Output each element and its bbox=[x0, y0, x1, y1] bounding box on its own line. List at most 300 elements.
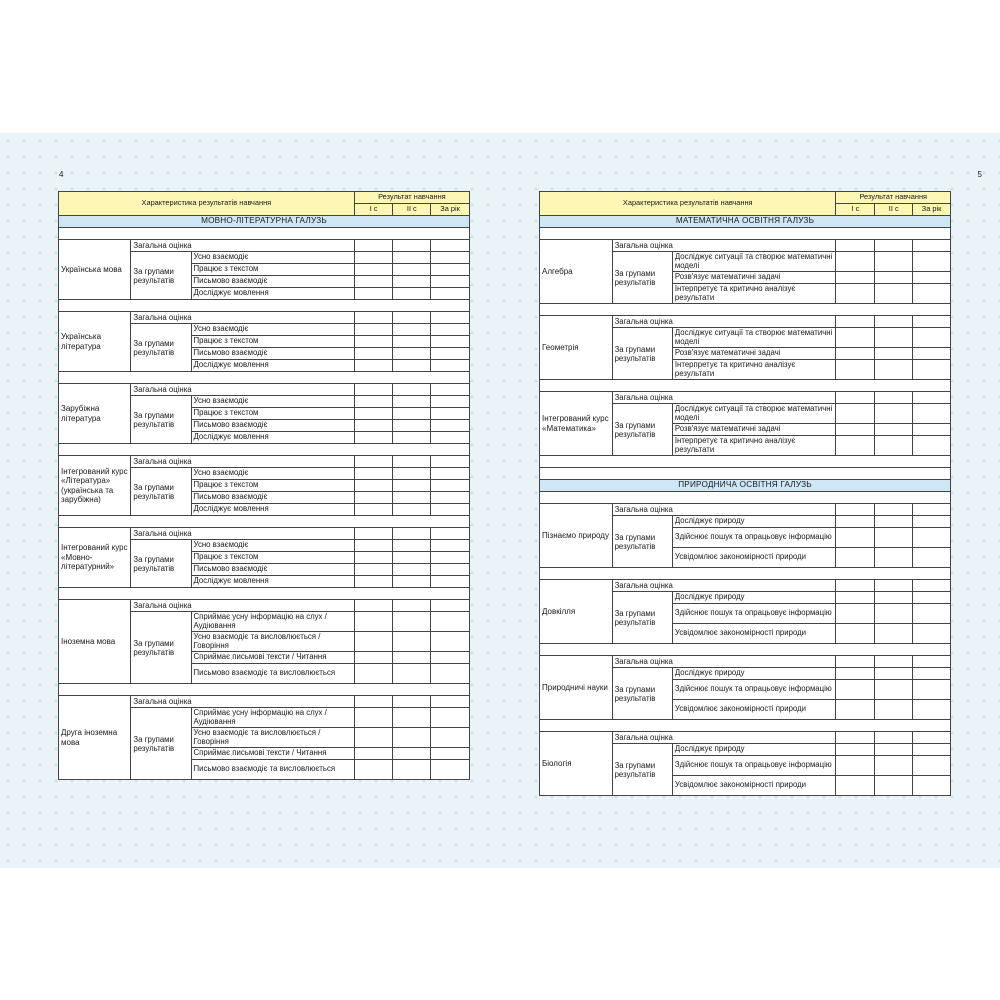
grade-cell-sem2[interactable] bbox=[875, 316, 913, 328]
grade-cell-sem1[interactable] bbox=[354, 240, 393, 252]
subject-name: Довкілля bbox=[540, 580, 613, 644]
grade-cell-sem1[interactable] bbox=[836, 404, 875, 424]
grade-cell-sem2[interactable] bbox=[875, 360, 913, 380]
grade-cell-sem1[interactable] bbox=[354, 600, 393, 612]
grade-cell-year[interactable] bbox=[431, 504, 470, 516]
spacer bbox=[59, 300, 470, 312]
grade-cell-year[interactable] bbox=[431, 748, 470, 760]
grade-cell-year[interactable] bbox=[913, 528, 951, 548]
grade-cell-year[interactable] bbox=[431, 324, 470, 336]
grade-cell-sem1[interactable] bbox=[354, 396, 393, 408]
grade-cell-sem1[interactable] bbox=[354, 728, 393, 748]
section-row bbox=[540, 216, 951, 228]
grade-cell-sem2[interactable] bbox=[393, 504, 431, 516]
grade-cell-sem2[interactable] bbox=[393, 612, 431, 632]
group-label: За групами результатів bbox=[131, 396, 191, 444]
grade-cell-sem2[interactable] bbox=[393, 240, 431, 252]
grade-cell-year[interactable] bbox=[431, 696, 470, 708]
outcome-label: Працює з текстом bbox=[191, 552, 354, 564]
grade-cell-sem2[interactable] bbox=[393, 312, 431, 324]
general-grade-label: Загальна оцінка bbox=[131, 240, 354, 252]
grade-cell-year[interactable] bbox=[913, 592, 951, 604]
grade-cell-sem2[interactable] bbox=[393, 540, 431, 552]
grade-cell-year[interactable] bbox=[431, 264, 470, 276]
grade-cell-year[interactable] bbox=[431, 396, 470, 408]
grade-cell-sem2[interactable] bbox=[393, 396, 431, 408]
grade-cell-sem1[interactable] bbox=[354, 540, 393, 552]
grade-cell-sem2[interactable] bbox=[875, 404, 913, 424]
grade-cell-sem2[interactable] bbox=[875, 656, 913, 668]
grade-cell-sem2[interactable] bbox=[875, 700, 913, 720]
grade-cell-sem2[interactable] bbox=[875, 548, 913, 568]
header-year: За рік bbox=[431, 204, 470, 216]
spacer bbox=[540, 228, 951, 240]
grade-cell-year[interactable] bbox=[431, 312, 470, 324]
grade-cell-year[interactable] bbox=[431, 632, 470, 652]
grade-cell-sem2[interactable] bbox=[875, 272, 913, 284]
grade-cell-sem2[interactable] bbox=[393, 748, 431, 760]
grade-cell-sem1[interactable] bbox=[836, 360, 875, 380]
grade-cell-sem1[interactable] bbox=[354, 708, 393, 728]
grade-cell-year[interactable] bbox=[431, 760, 470, 780]
results-table bbox=[539, 191, 951, 796]
header-sem1: І с bbox=[354, 204, 393, 216]
grade-cell-year[interactable] bbox=[913, 668, 951, 680]
general-grade-label: Загальна оцінка bbox=[131, 528, 354, 540]
spacer bbox=[59, 684, 470, 696]
grade-cell-year[interactable] bbox=[913, 680, 951, 700]
group-label: За групами результатів bbox=[612, 592, 672, 644]
outcome-label: Розв'язує математичні задачі bbox=[672, 348, 836, 360]
outcome-label: Досліджує мовлення bbox=[191, 576, 354, 588]
spacer-row bbox=[540, 380, 951, 392]
general-grade-label: Загальна оцінка bbox=[612, 656, 836, 668]
grade-cell-sem1[interactable] bbox=[836, 252, 875, 272]
grade-cell-sem2[interactable] bbox=[875, 424, 913, 436]
outcome-label: Усно взаємодіє та висловлюється / Говоріння bbox=[191, 632, 354, 652]
grade-cell-sem2[interactable] bbox=[393, 576, 431, 588]
group-label: За групами результатів bbox=[131, 468, 191, 516]
grade-cell-sem1[interactable] bbox=[836, 756, 875, 776]
grade-cell-sem1[interactable] bbox=[836, 284, 875, 304]
spacer bbox=[59, 228, 470, 240]
grade-cell-year[interactable] bbox=[913, 284, 951, 304]
grade-cell-sem1[interactable] bbox=[836, 328, 875, 348]
grade-cell-sem1[interactable] bbox=[354, 664, 393, 684]
grade-cell-sem1[interactable] bbox=[836, 316, 875, 328]
group-label: За групами результатів bbox=[612, 252, 672, 304]
grade-cell-sem1[interactable] bbox=[836, 624, 875, 644]
grade-cell-sem2[interactable] bbox=[875, 392, 913, 404]
group-label: За групами результатів bbox=[612, 744, 672, 796]
grade-cell-sem2[interactable] bbox=[875, 756, 913, 776]
grade-cell-sem2[interactable] bbox=[875, 592, 913, 604]
grade-cell-year[interactable] bbox=[913, 504, 951, 516]
header-sem2: ІІ с bbox=[875, 204, 913, 216]
grade-cell-sem1[interactable] bbox=[836, 580, 875, 592]
grade-cell-sem2[interactable] bbox=[875, 732, 913, 744]
header-characteristic: Характеристика результатів навчання bbox=[59, 192, 355, 216]
outcome-label: Досліджує природу bbox=[672, 592, 836, 604]
spacer-row bbox=[59, 444, 470, 456]
spacer bbox=[59, 444, 470, 456]
grade-cell-sem2[interactable] bbox=[875, 528, 913, 548]
subject-row bbox=[59, 600, 470, 612]
grade-cell-year[interactable] bbox=[431, 240, 470, 252]
grade-cell-sem1[interactable] bbox=[836, 548, 875, 568]
spacer bbox=[540, 468, 951, 480]
grade-cell-sem1[interactable] bbox=[354, 564, 393, 576]
outcome-label: Письмово взаємодіє bbox=[191, 564, 354, 576]
outcome-label: Досліджує ситуації та створює математичні моделі bbox=[672, 328, 836, 348]
outcome-label: Сприймає письмові тексти / Читання bbox=[191, 652, 354, 664]
outcome-label: Інтерпретує та критично аналізує результати bbox=[672, 360, 836, 380]
grade-cell-sem2[interactable] bbox=[875, 624, 913, 644]
grade-cell-sem1[interactable] bbox=[354, 252, 393, 264]
header-sem1: І с bbox=[836, 204, 875, 216]
spacer bbox=[540, 720, 951, 732]
grade-cell-sem2[interactable] bbox=[393, 600, 431, 612]
grade-cell-sem1[interactable] bbox=[836, 504, 875, 516]
grade-cell-year[interactable] bbox=[431, 456, 470, 468]
header-row bbox=[540, 192, 951, 204]
grade-cell-year[interactable] bbox=[913, 732, 951, 744]
grade-cell-year[interactable] bbox=[431, 408, 470, 420]
grade-cell-sem2[interactable] bbox=[393, 564, 431, 576]
grade-cell-sem2[interactable] bbox=[875, 680, 913, 700]
grade-cell-sem1[interactable] bbox=[354, 552, 393, 564]
outcome-label: Досліджує природу bbox=[672, 744, 836, 756]
subject-name: Іноземна мова bbox=[59, 600, 131, 684]
subject-row bbox=[540, 392, 951, 404]
grade-cell-year[interactable] bbox=[431, 348, 470, 360]
page-number: 5 bbox=[977, 170, 982, 179]
general-grade-label: Загальна оцінка bbox=[612, 392, 836, 404]
subject-row bbox=[540, 504, 951, 516]
grade-cell-year[interactable] bbox=[431, 492, 470, 504]
grade-cell-year[interactable] bbox=[913, 392, 951, 404]
grade-cell-sem2[interactable] bbox=[393, 652, 431, 664]
results-table bbox=[58, 191, 470, 780]
grade-cell-sem2[interactable] bbox=[875, 580, 913, 592]
grade-cell-year[interactable] bbox=[913, 604, 951, 624]
subject-row bbox=[59, 456, 470, 468]
grade-cell-sem2[interactable] bbox=[875, 436, 913, 456]
subject-name: Геометрія bbox=[540, 316, 613, 380]
grade-cell-sem1[interactable] bbox=[354, 276, 393, 288]
grade-cell-year[interactable] bbox=[913, 436, 951, 456]
outcome-label: Усно взаємодіє bbox=[191, 396, 354, 408]
grade-cell-year[interactable] bbox=[913, 580, 951, 592]
outcome-label: Усно взаємодіє bbox=[191, 540, 354, 552]
grade-cell-year[interactable] bbox=[913, 776, 951, 796]
outcome-label: Розв'язує математичні задачі bbox=[672, 424, 836, 436]
grade-cell-sem2[interactable] bbox=[393, 252, 431, 264]
grade-cell-sem2[interactable] bbox=[875, 252, 913, 272]
subject-name: Природничі науки bbox=[540, 656, 613, 720]
spacer bbox=[59, 372, 470, 384]
outcome-label: Письмово взаємодіє bbox=[191, 276, 354, 288]
general-grade-label: Загальна оцінка bbox=[131, 456, 354, 468]
grade-cell-sem2[interactable] bbox=[393, 276, 431, 288]
grade-cell-sem1[interactable] bbox=[836, 680, 875, 700]
grade-cell-year[interactable] bbox=[431, 600, 470, 612]
grade-cell-sem1[interactable] bbox=[836, 348, 875, 360]
grade-cell-sem1[interactable] bbox=[354, 324, 393, 336]
grade-cell-sem1[interactable] bbox=[836, 732, 875, 744]
section-title: МОВНО-ЛІТЕРАТУРНА ГАЛУЗЬ bbox=[59, 216, 470, 228]
grade-cell-sem1[interactable] bbox=[354, 748, 393, 760]
outcome-label: Працює з текстом bbox=[191, 408, 354, 420]
grade-cell-sem2[interactable] bbox=[393, 420, 431, 432]
grade-cell-sem2[interactable] bbox=[875, 516, 913, 528]
outcome-label: Усвідомлює закономірності природи bbox=[672, 700, 836, 720]
group-label: За групами результатів bbox=[131, 540, 191, 588]
grade-cell-sem2[interactable] bbox=[875, 604, 913, 624]
grade-cell-sem2[interactable] bbox=[393, 288, 431, 300]
grade-cell-sem2[interactable] bbox=[875, 348, 913, 360]
grade-cell-sem1[interactable] bbox=[836, 516, 875, 528]
group-label: За групами результатів bbox=[612, 516, 672, 568]
spacer bbox=[540, 456, 951, 468]
grade-cell-sem2[interactable] bbox=[393, 432, 431, 444]
grade-cell-sem2[interactable] bbox=[393, 324, 431, 336]
outcome-label: Письмово взаємодіє bbox=[191, 348, 354, 360]
grade-cell-sem1[interactable] bbox=[836, 436, 875, 456]
header-result: Результат навчання bbox=[354, 192, 469, 204]
grade-cell-year[interactable] bbox=[913, 240, 951, 252]
grade-cell-sem1[interactable] bbox=[354, 264, 393, 276]
spacer-row bbox=[59, 300, 470, 312]
grade-cell-year[interactable] bbox=[913, 548, 951, 568]
group-label: За групами результатів bbox=[612, 404, 672, 456]
subject-row bbox=[540, 240, 951, 252]
grade-cell-sem2[interactable] bbox=[393, 456, 431, 468]
outcome-label: Усвідомлює закономірності природи bbox=[672, 624, 836, 644]
grade-cell-year[interactable] bbox=[431, 708, 470, 728]
general-grade-label: Загальна оцінка bbox=[131, 384, 354, 396]
grade-cell-year[interactable] bbox=[431, 528, 470, 540]
grade-cell-year[interactable] bbox=[431, 480, 470, 492]
grade-cell-year[interactable] bbox=[913, 700, 951, 720]
grade-cell-year[interactable] bbox=[431, 728, 470, 748]
outcome-label: Інтерпретує та критично аналізує результати bbox=[672, 436, 836, 456]
grade-cell-year[interactable] bbox=[431, 432, 470, 444]
spacer-row bbox=[59, 684, 470, 696]
outcome-label: Досліджує природу bbox=[672, 668, 836, 680]
grade-cell-sem1[interactable] bbox=[354, 632, 393, 652]
outcome-label: Досліджує ситуації та створює математичні моделі bbox=[672, 404, 836, 424]
grade-cell-sem1[interactable] bbox=[354, 336, 393, 348]
grade-cell-sem1[interactable] bbox=[354, 576, 393, 588]
subject-name: Інтегрований курс «Мовно-літературний» bbox=[59, 528, 131, 588]
grade-cell-year[interactable] bbox=[913, 328, 951, 348]
grade-cell-sem1[interactable] bbox=[836, 272, 875, 284]
grade-cell-sem2[interactable] bbox=[875, 240, 913, 252]
general-grade-label: Загальна оцінка bbox=[131, 312, 354, 324]
grade-cell-sem1[interactable] bbox=[354, 456, 393, 468]
general-grade-label: Загальна оцінка bbox=[612, 316, 836, 328]
grade-cell-sem1[interactable] bbox=[354, 432, 393, 444]
grade-cell-sem2[interactable] bbox=[393, 632, 431, 652]
subject-row bbox=[540, 580, 951, 592]
grade-cell-year[interactable] bbox=[431, 564, 470, 576]
grade-cell-sem1[interactable] bbox=[836, 776, 875, 796]
grade-cell-sem2[interactable] bbox=[393, 348, 431, 360]
outcome-label: Досліджує мовлення bbox=[191, 432, 354, 444]
grade-cell-sem2[interactable] bbox=[393, 552, 431, 564]
grade-cell-sem1[interactable] bbox=[836, 744, 875, 756]
spacer bbox=[540, 492, 951, 504]
grade-cell-sem1[interactable] bbox=[354, 468, 393, 480]
grade-cell-sem2[interactable] bbox=[393, 264, 431, 276]
subject-name: Алгебра bbox=[540, 240, 613, 304]
grade-cell-sem1[interactable] bbox=[354, 612, 393, 632]
general-grade-label: Загальна оцінка bbox=[612, 732, 836, 744]
grade-cell-year[interactable] bbox=[431, 384, 470, 396]
grade-cell-year[interactable] bbox=[431, 468, 470, 480]
grade-cell-sem1[interactable] bbox=[354, 288, 393, 300]
grade-cell-sem1[interactable] bbox=[836, 604, 875, 624]
grade-cell-sem1[interactable] bbox=[354, 420, 393, 432]
grade-cell-sem2[interactable] bbox=[393, 528, 431, 540]
header-result: Результат навчання bbox=[836, 192, 951, 204]
grade-cell-sem1[interactable] bbox=[836, 700, 875, 720]
grade-cell-sem2[interactable] bbox=[393, 480, 431, 492]
spacer-row bbox=[59, 372, 470, 384]
subject-name: Інтегрований курс «Література» (українська та зарубіжна) bbox=[59, 456, 131, 516]
grade-cell-year[interactable] bbox=[913, 404, 951, 424]
spacer bbox=[59, 516, 470, 528]
grade-cell-sem2[interactable] bbox=[875, 328, 913, 348]
outcome-label: Здійснює пошук та опрацьовує інформацію bbox=[672, 756, 836, 776]
grade-cell-sem1[interactable] bbox=[354, 696, 393, 708]
grade-cell-sem1[interactable] bbox=[354, 504, 393, 516]
grade-cell-sem1[interactable] bbox=[354, 312, 393, 324]
grade-cell-sem2[interactable] bbox=[393, 728, 431, 748]
grade-cell-sem2[interactable] bbox=[393, 468, 431, 480]
grade-cell-sem1[interactable] bbox=[836, 668, 875, 680]
grade-cell-sem1[interactable] bbox=[354, 652, 393, 664]
grade-cell-sem1[interactable] bbox=[354, 408, 393, 420]
outcome-label: Усно взаємодіє та висловлюється / Говоріння bbox=[191, 728, 354, 748]
header-sem2: ІІ с bbox=[393, 204, 431, 216]
grade-cell-year[interactable] bbox=[431, 552, 470, 564]
grade-cell-sem2[interactable] bbox=[393, 384, 431, 396]
grade-cell-year[interactable] bbox=[913, 624, 951, 644]
outcome-label: Інтерпретує та критично аналізує результати bbox=[672, 284, 836, 304]
page-number: 4 bbox=[59, 170, 64, 179]
grade-cell-sem2[interactable] bbox=[393, 492, 431, 504]
grade-cell-year[interactable] bbox=[431, 360, 470, 372]
grade-cell-sem2[interactable] bbox=[875, 776, 913, 796]
group-label: За групами результатів bbox=[612, 668, 672, 720]
grade-cell-year[interactable] bbox=[431, 664, 470, 684]
grade-cell-year[interactable] bbox=[431, 288, 470, 300]
grade-cell-year[interactable] bbox=[431, 336, 470, 348]
grade-cell-sem1[interactable] bbox=[836, 392, 875, 404]
subject-name: Українська мова bbox=[59, 240, 131, 300]
grade-cell-sem1[interactable] bbox=[354, 480, 393, 492]
spacer-row bbox=[540, 468, 951, 480]
subject-row bbox=[59, 240, 470, 252]
grade-cell-sem2[interactable] bbox=[393, 760, 431, 780]
subject-row bbox=[540, 656, 951, 668]
general-grade-label: Загальна оцінка bbox=[612, 504, 836, 516]
grade-cell-sem1[interactable] bbox=[836, 656, 875, 668]
grade-cell-year[interactable] bbox=[913, 756, 951, 776]
grade-cell-sem2[interactable] bbox=[875, 284, 913, 304]
grade-cell-sem1[interactable] bbox=[836, 240, 875, 252]
outcome-label: Сприймає письмові тексти / Читання bbox=[191, 748, 354, 760]
grade-cell-sem1[interactable] bbox=[836, 424, 875, 436]
grade-cell-year[interactable] bbox=[913, 252, 951, 272]
grade-cell-year[interactable] bbox=[431, 420, 470, 432]
outcome-label: Усвідомлює закономірності природи bbox=[672, 548, 836, 568]
grade-cell-sem1[interactable] bbox=[354, 384, 393, 396]
grade-cell-sem1[interactable] bbox=[354, 492, 393, 504]
grade-cell-sem2[interactable] bbox=[393, 408, 431, 420]
grade-cell-year[interactable] bbox=[431, 540, 470, 552]
grade-cell-year[interactable] bbox=[913, 360, 951, 380]
grade-cell-sem1[interactable] bbox=[836, 528, 875, 548]
spacer-row bbox=[540, 228, 951, 240]
group-label: За групами результатів bbox=[131, 324, 191, 372]
grade-cell-sem2[interactable] bbox=[393, 360, 431, 372]
subject-name: Пізнаємо природу bbox=[540, 504, 613, 568]
outcome-label: Письмово взаємодіє bbox=[191, 492, 354, 504]
grade-cell-sem2[interactable] bbox=[393, 664, 431, 684]
subject-row bbox=[540, 732, 951, 744]
grade-cell-year[interactable] bbox=[431, 612, 470, 632]
grade-cell-year[interactable] bbox=[431, 252, 470, 264]
outcome-label: Здійснює пошук та опрацьовує інформацію bbox=[672, 680, 836, 700]
group-label: За групами результатів bbox=[612, 328, 672, 380]
outcome-label: Досліджує мовлення bbox=[191, 504, 354, 516]
grade-cell-sem1[interactable] bbox=[354, 528, 393, 540]
grade-cell-sem1[interactable] bbox=[354, 360, 393, 372]
grade-cell-year[interactable] bbox=[913, 656, 951, 668]
section-title: ПРИРОДНИЧА ОСВІТНЯ ГАЛУЗЬ bbox=[540, 480, 951, 492]
subject-name: Друга іноземна мова bbox=[59, 696, 131, 780]
grade-cell-sem2[interactable] bbox=[875, 504, 913, 516]
grade-cell-sem2[interactable] bbox=[393, 696, 431, 708]
section-title: МАТЕМАТИЧНА ОСВІТНЯ ГАЛУЗЬ bbox=[540, 216, 951, 228]
grade-cell-sem1[interactable] bbox=[354, 348, 393, 360]
grade-cell-sem2[interactable] bbox=[393, 336, 431, 348]
grade-cell-sem2[interactable] bbox=[393, 708, 431, 728]
general-grade-label: Загальна оцінка bbox=[131, 696, 354, 708]
grade-cell-sem2[interactable] bbox=[875, 744, 913, 756]
grade-cell-year[interactable] bbox=[913, 316, 951, 328]
grade-cell-year[interactable] bbox=[913, 424, 951, 436]
grade-cell-year[interactable] bbox=[913, 516, 951, 528]
outcome-label: Досліджує ситуації та створює математичні моделі bbox=[672, 252, 836, 272]
grade-cell-year[interactable] bbox=[913, 348, 951, 360]
subject-name: Зарубіжна література bbox=[59, 384, 131, 444]
grade-cell-year[interactable] bbox=[431, 652, 470, 664]
grade-cell-year[interactable] bbox=[913, 744, 951, 756]
grade-cell-year[interactable] bbox=[431, 576, 470, 588]
outcome-label: Здійснює пошук та опрацьовує інформацію bbox=[672, 604, 836, 624]
subject-row bbox=[59, 696, 470, 708]
grade-cell-sem1[interactable] bbox=[354, 760, 393, 780]
grade-cell-year[interactable] bbox=[913, 272, 951, 284]
grade-cell-sem2[interactable] bbox=[875, 668, 913, 680]
subject-row bbox=[59, 384, 470, 396]
grade-cell-year[interactable] bbox=[431, 276, 470, 288]
grade-cell-sem1[interactable] bbox=[836, 592, 875, 604]
